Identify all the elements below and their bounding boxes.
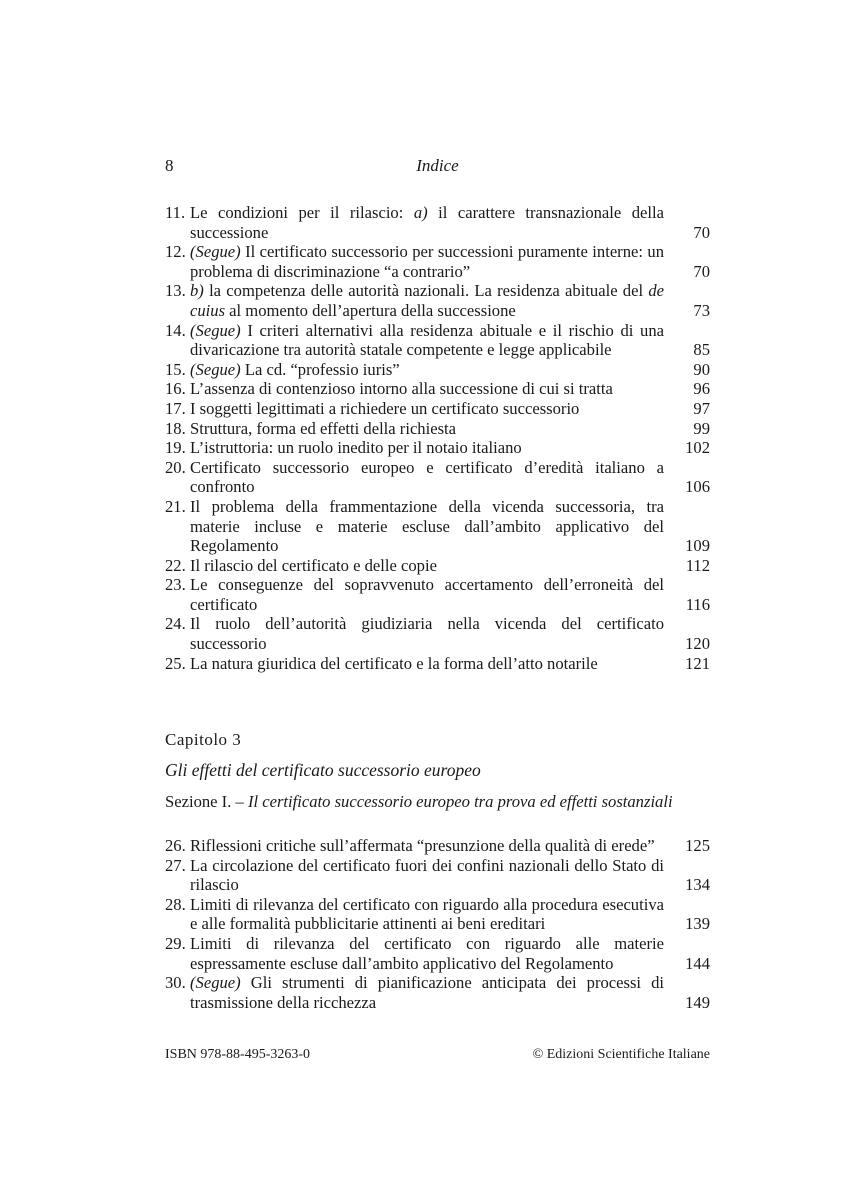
toc-entry-page: 70 — [693, 261, 710, 281]
toc-entry-title: (Segue) I criteri alternativi alla residenza abituale e il rischio di una divaricazione tra autorità statale competente e legge applicabile — [190, 320, 664, 360]
toc-entry — [165, 399, 710, 419]
toc-entry-number: 22. — [165, 555, 186, 575]
toc-entry-title: Le condizioni per il rilascio: a) il carattere transnazionale della successione — [190, 203, 664, 242]
toc-entry-page: 116 — [685, 594, 710, 614]
toc-entry-page: 85 — [693, 340, 710, 360]
toc-entry-title: L’istruttoria: un ruolo inedito per il notaio italiano — [190, 438, 522, 458]
toc-entry — [165, 242, 710, 281]
section-heading — [165, 792, 710, 812]
toc-entry — [165, 575, 710, 614]
toc-entry-title: Le conseguenze del sopravvenuto accertamento dell’erroneità del certificato — [190, 575, 664, 614]
toc-entry-title: Limiti di rilevanza del certificato con riguardo alla procedura esecutiva e alle formalità pubblicitarie attinenti ai beni ereditari — [190, 894, 664, 934]
toc-entry-number: 27. — [165, 855, 186, 875]
toc-entry-number: 20. — [165, 457, 186, 477]
toc-entry-page: 120 — [685, 634, 710, 654]
toc-entry-page: 121 — [685, 653, 710, 673]
toc-entry-title: Il problema della frammentazione della vicenda successoria, tra materie incluse e materie escluse dall’ambito applicativo del Regolamento — [190, 496, 664, 556]
toc-entry — [165, 934, 710, 973]
toc-entry-title: La natura giuridica del certificato e la forma dell’atto notarile — [190, 653, 598, 673]
toc-entry-page: 106 — [685, 477, 710, 497]
section-title: Il certificato successorio europeo tra prova ed effetti sostanziali — [247, 792, 673, 811]
toc-entry — [165, 438, 710, 458]
toc-entry-page: 134 — [685, 875, 710, 895]
toc-entry — [165, 458, 710, 497]
toc-entry-title: Limiti di rilevanza del certificato con riguardo alle materie espressamente escluse dall’ambito applicativo del Regolamento — [190, 933, 664, 973]
toc-entry — [165, 973, 710, 1012]
toc-entry-number: 11. — [165, 203, 186, 222]
toc-entry-number: 14. — [165, 320, 186, 340]
toc-entry-number: 23. — [165, 575, 186, 595]
chapter-title: Gli effetti del certificato successorio europeo — [165, 760, 481, 780]
toc-entry-title: Certificato successorio europeo e certificato d’eredità italiano a confronto — [190, 457, 664, 497]
toc-entry-number: 28. — [165, 894, 186, 914]
toc-entry — [165, 614, 710, 653]
table-of-contents — [165, 203, 710, 673]
toc-entry-page: 139 — [685, 914, 710, 934]
toc-entry-number: 26. — [165, 836, 186, 855]
toc-entry-title: Il rilascio del certificato e delle copie — [190, 555, 437, 575]
toc-entry-page: 90 — [693, 359, 710, 379]
toc-entry-number: 12. — [165, 242, 186, 262]
toc-entry — [165, 497, 710, 556]
toc-entry — [165, 836, 710, 856]
toc-entry-number: 13. — [165, 281, 186, 301]
toc-entry-page: 149 — [685, 992, 710, 1012]
toc-entry-title: Il ruolo dell’autorità giudiziaria nella vicenda del certificato successorio — [190, 614, 664, 654]
toc-entry-number: 29. — [165, 933, 186, 953]
table-of-contents-section — [165, 836, 710, 1012]
toc-entry-page: 102 — [685, 438, 710, 458]
toc-entry-title: (Segue) La cd. “professio iuris” — [190, 359, 400, 379]
toc-entry — [165, 360, 710, 380]
toc-entry-number: 25. — [165, 653, 186, 673]
toc-entry-page: 144 — [685, 953, 710, 973]
toc-entry-number: 21. — [165, 496, 186, 516]
chapter-heading — [165, 729, 710, 812]
toc-entry-page: 97 — [693, 398, 710, 418]
toc-entry-page: 112 — [685, 555, 710, 575]
toc-entry-number: 17. — [165, 398, 186, 418]
toc-entry-title: (Segue) Gli strumenti di pianificazione anticipata dei processi di trasmissione della ricchezza — [190, 973, 664, 1012]
toc-entry — [165, 419, 710, 439]
toc-entry-page: 96 — [693, 379, 710, 399]
toc-entry-page: 70 — [693, 222, 710, 242]
toc-entry-title: (Segue) Il certificato successorio per successioni puramente interne: un problema di discriminazione “a contrario” — [190, 242, 664, 281]
chapter-label: Capitolo 3 — [165, 730, 242, 749]
toc-entry-title: I soggetti legittimati a richiedere un certificato successorio — [190, 398, 580, 418]
toc-entry-number: 18. — [165, 418, 186, 438]
toc-entry-title: La circolazione del certificato fuori dei confini nazionali dello Stato di rilascio — [190, 855, 664, 895]
toc-entry-page: 99 — [693, 418, 710, 438]
isbn: ISBN 978-88-495-3263-0 — [165, 1047, 311, 1062]
toc-entry — [165, 379, 710, 399]
toc-entry-page: 73 — [693, 300, 710, 320]
toc-entry — [165, 281, 710, 320]
toc-entry-number: 15. — [165, 359, 186, 379]
page-number: 8 — [165, 156, 174, 175]
toc-entry-title: b) la competenza delle autorità nazionali. La residenza abituale del de cuius al momento dell’apertura della successione — [190, 281, 664, 320]
toc-entry — [165, 895, 710, 934]
toc-entry — [165, 556, 710, 576]
running-title: Indice — [416, 156, 459, 175]
toc-entry-title: L’assenza di contenzioso intorno alla successione di cui si tratta — [190, 379, 613, 399]
copyright: © Edizioni Scientifiche Italiane — [532, 1047, 710, 1062]
toc-entry — [165, 321, 710, 360]
toc-entry-number: 19. — [165, 438, 186, 458]
toc-entry — [165, 203, 710, 242]
toc-entry-number: 30. — [165, 973, 186, 993]
toc-entry-page: 125 — [685, 836, 710, 855]
toc-entry — [165, 654, 710, 674]
running-header — [165, 156, 710, 180]
toc-entry-number: 24. — [165, 614, 186, 634]
toc-entry-page: 109 — [685, 536, 710, 556]
toc-entry-number: 16. — [165, 379, 186, 399]
toc-entry — [165, 856, 710, 895]
toc-entry-title: Riflessioni critiche sull’affermata “presunzione della qualità di erede” — [190, 836, 655, 855]
section-prefix: Sezione I. – — [165, 792, 244, 811]
toc-entry-title: Struttura, forma ed effetti della richiesta — [190, 418, 457, 438]
